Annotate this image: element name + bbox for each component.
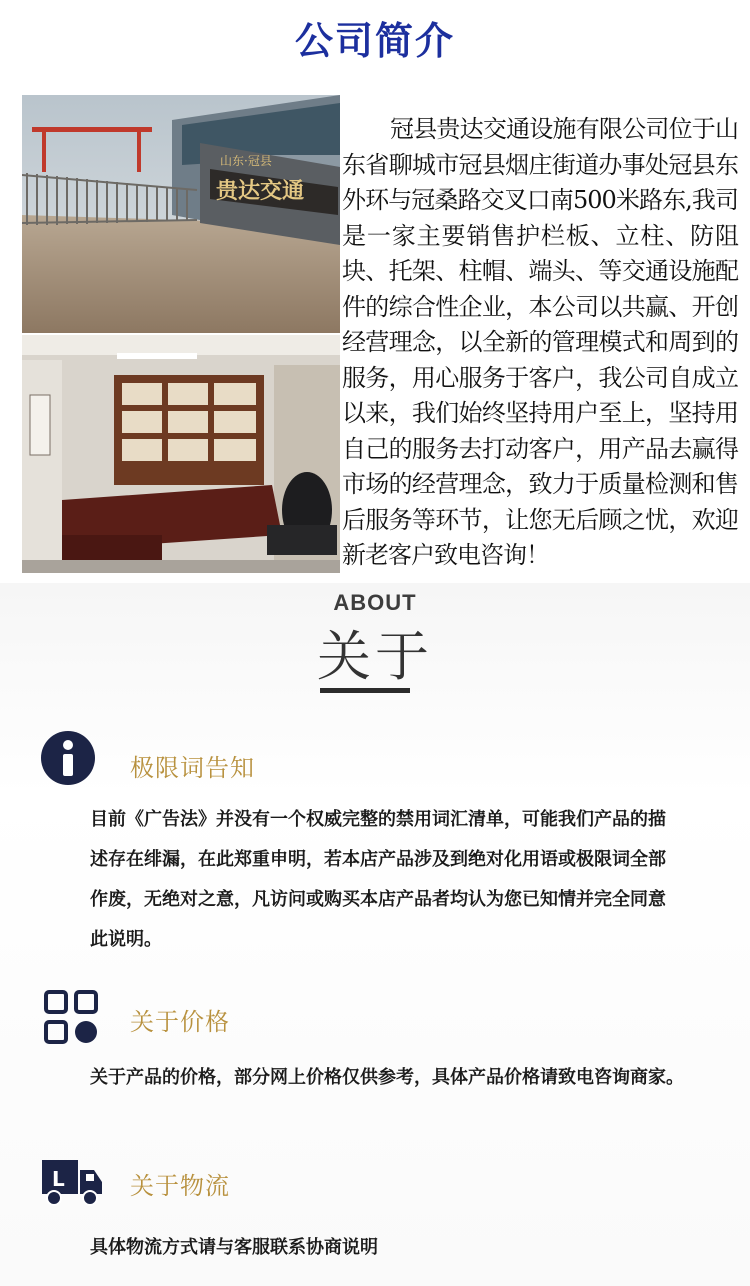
logistics-notice-text: 具体物流方式请与客服联系协商说明 xyxy=(90,1237,378,1258)
price-notice-title: 关于价格 xyxy=(130,1008,230,1036)
gate-sign-top: 山东·冠县 xyxy=(220,154,272,168)
company-intro-text: 冠县贵达交通设施有限公司位于山东省聊城市冠县烟庄街道办事处冠县东外环与冠桑路交叉口南500米路东,我司是一家主要销售护栏板、立柱、防阻块、托架、柱帽、端头、等交通设施配件的综合性企业，本公司以共赢、开创经营理念，以全新的管理模式和周到的服务，用心服务于客户，我公司自成立以来，我们始终坚持用户至上，坚持用自己的服务去打动客户，用产品去赢得市场的经营理念，致力于质量检测和售后服务等环节，让您无后顾之忧，欢迎新老客户致电咨询！ xyxy=(342,115,738,569)
svg-text:L: L xyxy=(52,1167,65,1191)
info-circle-icon xyxy=(40,730,96,786)
grid-squares-icon xyxy=(44,990,98,1044)
office-photo xyxy=(22,335,340,573)
price-notice-text: 关于产品的价格，部分网上价格仅供参考，具体产品价格请致电咨询商家。 xyxy=(90,1067,684,1088)
about-heading-en: ABOUT xyxy=(333,590,417,615)
company-gate-photo xyxy=(22,95,340,333)
extreme-words-notice-title: 极限词告知 xyxy=(130,754,255,782)
company-title: 公司简介 xyxy=(294,18,455,63)
office-image xyxy=(22,335,340,573)
company-gate-image xyxy=(22,95,340,333)
gate-sign-main: 贵达交通 xyxy=(216,178,305,204)
delivery-truck-icon xyxy=(40,1158,104,1208)
about-divider xyxy=(320,688,410,693)
about-heading-cn: 关于 xyxy=(317,625,433,688)
logistics-notice-title: 关于物流 xyxy=(130,1172,230,1200)
extreme-words-notice-text: 目前《广告法》并没有一个权威完整的禁用词汇清单，可能我们产品的描述存在绯漏，在此郑重申明，若本店产品涉及到绝对化用语或极限词全部作废，无绝对之意，凡访问或购买本店产品者均认为您已知情并完全同意此说明。 xyxy=(90,809,666,950)
